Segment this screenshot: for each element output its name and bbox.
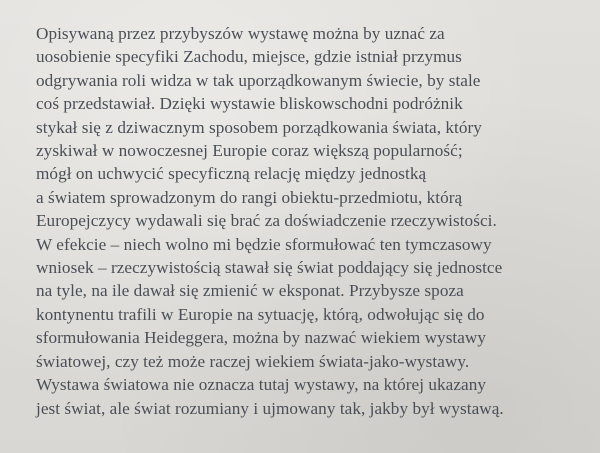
- text-line-14: sformułowania Heideggera, można by nazwać wiekiem wystawy: [36, 328, 487, 348]
- text-line-5: stykał się z dziwacznym sposobem porządkowania świata, który: [36, 117, 482, 137]
- text-line-7: mógł on uchwycić specyficzną relację między jednostką: [36, 164, 427, 184]
- text-line-8: a światem sprowadzonym do rangi obiektu-przedmiotu, którą: [36, 187, 463, 207]
- text-line-13: kontynentu trafili w Europie na sytuację, którą, odwołując się do: [36, 304, 485, 324]
- text-line-4: coś przedstawiał. Dzięki wystawie bliskowschodni podróżnik: [36, 94, 463, 114]
- paragraph-text: [36, 22, 596, 420]
- text-line-6: zyskiwał w nowoczesnej Europie coraz większą popularność;: [36, 141, 463, 161]
- text-line-9: Europejczycy wydawali się brać za doświadczenie rzeczywistości.: [36, 211, 497, 231]
- text-line-3: odgrywania roli widza w tak uporządkowanym świecie, by stale: [36, 70, 481, 90]
- text-line-10: W efekcie – niech wolno mi będzie sformułować ten tymczasowy: [36, 234, 492, 254]
- text-line-15: światowej, czy też może raczej wiekiem świata-jako-wystawy.: [36, 351, 470, 371]
- text-line-11: wniosek – rzeczywistością stawał się świat poddający się jednostce: [36, 258, 503, 278]
- text-line-12: na tyle, na ile dawał się zmienić w eksponat. Przybysze spoza: [36, 281, 464, 301]
- text-line-17: jest świat, ale świat rozumiany i ujmowany tak, jakby był wystawą.: [36, 398, 504, 418]
- text-line-2: uosobienie specyfiki Zachodu, miejsce, gdzie istniał przymus: [36, 47, 462, 67]
- text-line-1: Opisywaną przez przybyszów wystawę można by uznać za: [36, 24, 445, 43]
- text-line-16: Wystawa światowa nie oznacza tutaj wystawy, na której ukazany: [36, 375, 486, 395]
